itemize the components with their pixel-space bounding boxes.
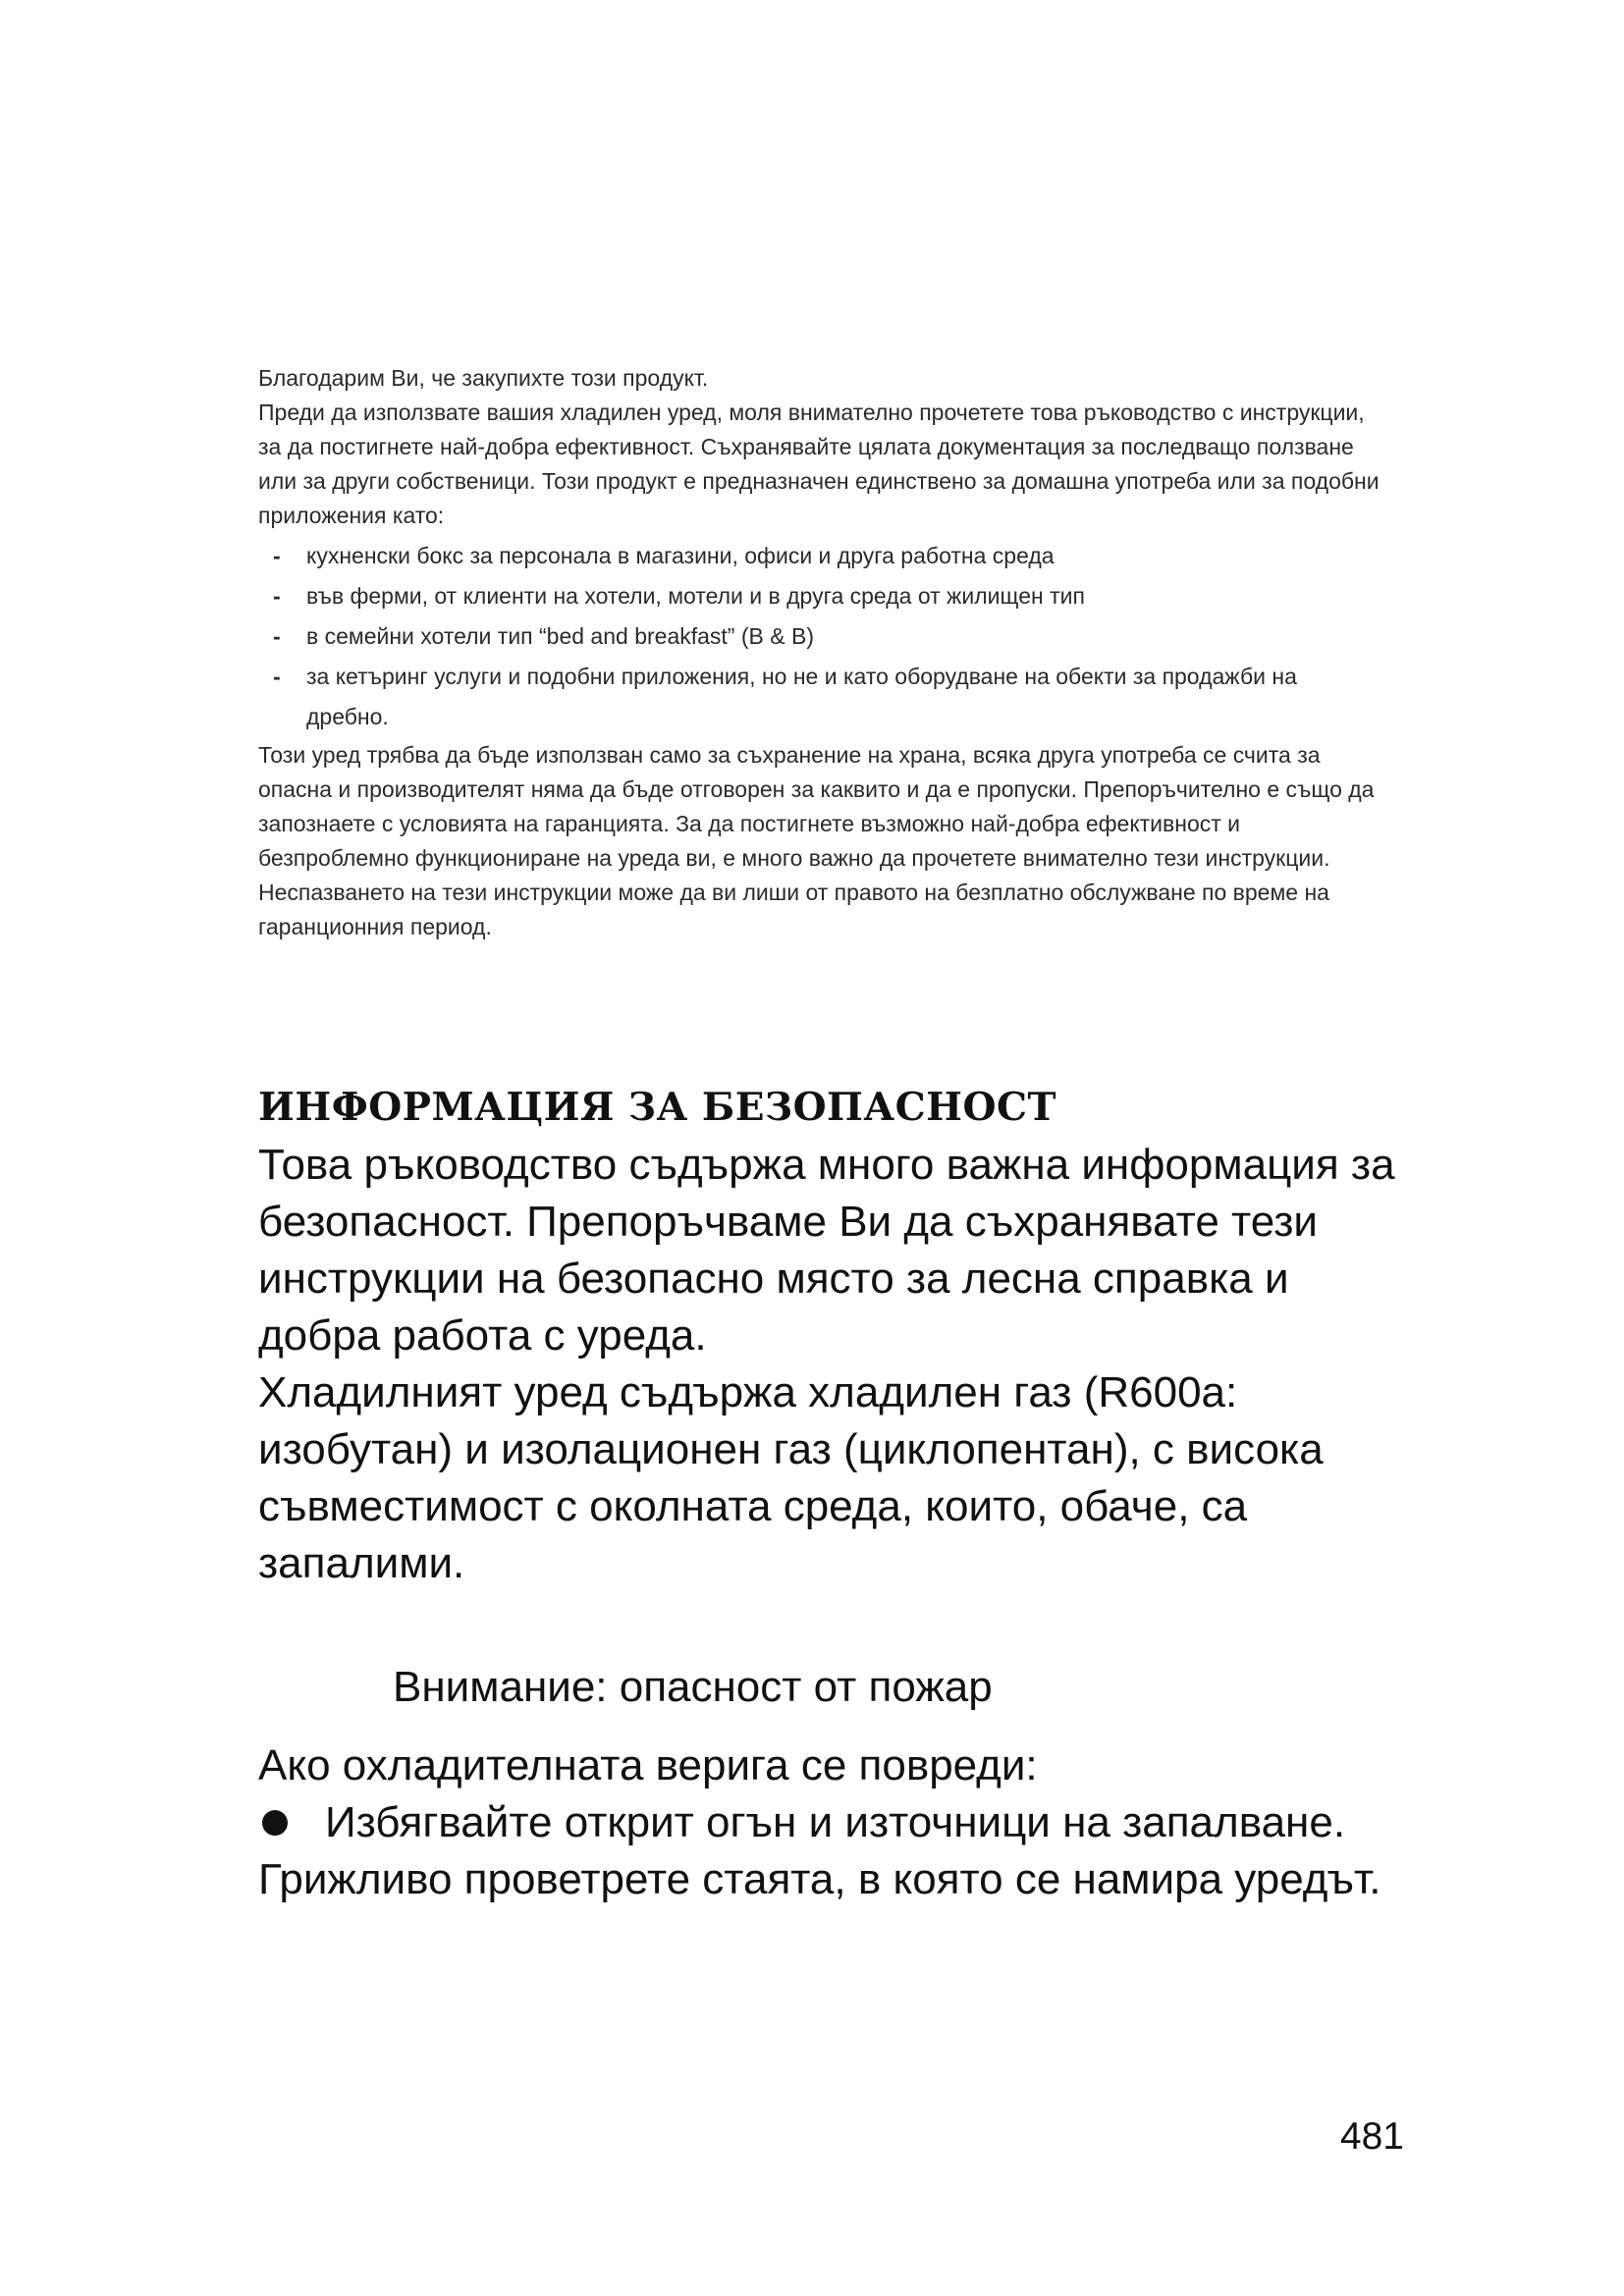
intro-paragraph: Преди да използвате вашия хладилен уред, моля внимателно прочетете това ръководство с инструкции, за да постигнете най-добра ефективност. Съхранявайте цялата документация за последващо ползване или за други собственици. Този продукт е предназначен единствено за домашна употреба или за подобни приложения като:: [258, 400, 1380, 528]
list-item: [273, 539, 1407, 573]
safety-paragraph-1: Това ръководство съдържа много важна информация за безопасност. Препоръчваме Ви да съхранявате тези инструкции на безопасно място за лесна справка и добра работа с уреда.: [258, 1141, 1395, 1360]
list-item-text: във ферми, от клиенти на хотели, мотели и в друга среда от жилищен тип: [306, 583, 1085, 609]
cooling-chain-section: [258, 1737, 1436, 1908]
page-number: 481: [1339, 2115, 1404, 2158]
list-item-text: в семейни хотели тип “bed and breakfast” (B & B): [306, 623, 814, 649]
safety-section: [258, 1078, 1417, 1592]
list-item: [273, 579, 1407, 614]
safety-heading: ИНФОРМАЦИЯ ЗА БЕЗОПАСНОСТ: [258, 1085, 1057, 1130]
dash-bullet: -: [273, 543, 281, 568]
chain-intro: Ако охладителната верига се повреди:: [258, 1741, 1038, 1789]
thanks-line: Благодарим Ви, че закупихте този продукт.: [258, 365, 709, 391]
intro-section: [258, 361, 1407, 944]
dash-bullet: -: [273, 664, 281, 689]
list-item-continuation: дребно.: [306, 704, 389, 729]
ventilate-line: Грижливо проветрете стаята, в която се намира уредът.: [258, 1855, 1381, 1903]
bullet-text: Избягвайте открит огън и източници на запалване.: [325, 1798, 1346, 1846]
safety-paragraph-2: Хладилният уред съдържа хладилен газ (R600a: изобутан) и изолационен газ (циклопентан), с висока съвместимост с околната среда, които, обаче, са запалими.: [258, 1368, 1324, 1587]
list-item: [273, 619, 1407, 654]
bullet-dot-icon: [262, 1810, 288, 1836]
dash-bullet: -: [273, 583, 281, 609]
fire-warning: Внимание: опасност от пожар: [393, 1663, 993, 1711]
list-item-text: кухненски бокс за персонала в магазини, офиси и друга работна среда: [306, 543, 1055, 568]
list-item-text: за кетъринг услуги и подобни приложения, но не и като оборудване на обекти за продажби на: [306, 664, 1297, 689]
usage-list: [258, 539, 1407, 734]
bullet-line: [258, 1794, 1436, 1851]
dash-bullet: -: [273, 623, 281, 649]
list-item: [273, 660, 1407, 734]
closing-paragraph: Този уред трябва да бъде използван само за съхранение на храна, всяка друга употреба се счита за опасна и производителят няма да бъде отговорен за каквито и да е пропуски. Препоръчително е също да запознаете с условията на гаранцията. За да постигнете възможно най-добра ефективност и безпроблемно функциониране на уреда ви, е много важно да прочетете внимателно тези инструкции. Неспазването на тези инструкции може да ви лиши от правото на безплатно обслужване по време на гаранционния период.: [258, 742, 1375, 939]
